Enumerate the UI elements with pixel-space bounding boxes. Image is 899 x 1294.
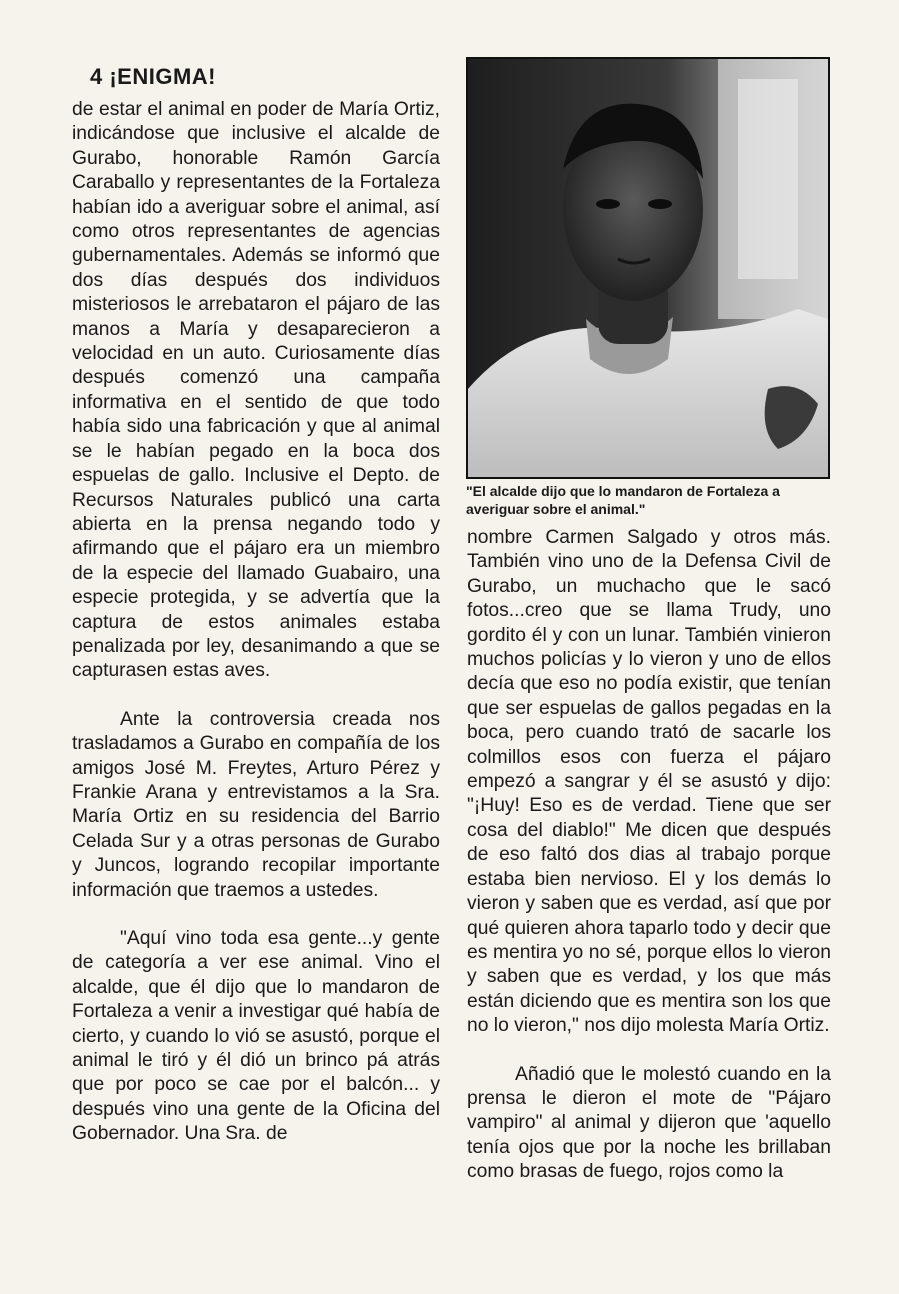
left-column: [72, 98, 440, 1147]
left-paragraph-1: de estar el animal en poder de María Ortiz, indicándose que inclusive el alcalde de Gurabo, honorable Ramón García Caraballo y representantes de la Fortaleza habían ido a averiguar sobre el animal, así como otros representantes de agencias gubernamentales. Además se informó que dos días después dos individuos misteriosos le arrebataron el pájaro de las manos a María y desaparecieron a velocidad en un auto. Curiosamente días después comenzó una campaña informativa en el sentido de que todo había sido una fabricación y que al animal se le habían pegado en la boca dos espuelas de gallo. Inclusive el Depto. de Recursos Naturales publicó una carta abierta en la prensa negando todo y afirmando que el pájaro era un miembro de la especie del llamado Guabairo, una especie protegida, y se advertía que la captura de estos animales estaba penalizada por ley, desanimando a que se capturasen estas aves.: [72, 99, 440, 682]
right-paragraph-1: nombre Carmen Salgado y otros más. También vino uno de la Defensa Civil de Gurabo, un muchacho que le sacó fotos...creo que se llama Trudy, uno gordito él y con un lunar. También vinieron muchos policías y lo vieron y uno de ellos decía que eso no podía existir, que tenían que ser espuelas de gallos pegadas en la boca, pero cuando trató de sacarle los colmillos esos con fuerza el pájaro empezó a sangrar y él se asustó y dijo: "¡Huy! Eso es de verdad. Tiene que ser cosa del diablo!" Me dicen que después de eso faltó dos dias al trabajo porque estaba bien nervioso. El y los demás lo vieron y saben que es verdad, así que por qué quieren ahora taparlo todo y decir que es mentira yo no sé, porque ellos lo vieron y saben que es verdad, y los que más están diciendo que es mentira son los que no lo vieron," nos dijo molesta María Ortiz.: [467, 527, 831, 1037]
portrait-illustration: [468, 59, 828, 477]
right-column: [467, 526, 831, 1185]
portrait-photo: [466, 57, 830, 479]
left-paragraph-2: Ante la controversia creada nos trasladamos a Gurabo en compañía de los amigos José M. Freytes, Arturo Pérez y Frankie Arana y entrevistamos a la Sra. María Ortiz en su residencia del Barrio Celada Sur y a otras personas de Gurabo y Juncos, logrando recopilar importante información que traemos a ustedes.: [72, 708, 440, 901]
right-paragraph-2: Añadió que le molestó cuando en la prensa le dieron el mote de "Pájaro vampiro" al animal y dijeron que 'aquello tenía ojos que por la noche les brillaban como brasas de fuego, rojos como la: [467, 1063, 831, 1183]
left-paragraph-3: "Aquí vino toda esa gente...y gente de categoría a ver ese animal. Vino el alcalde, que él dijo que lo mandaron de Fortaleza a venir a investigar qué había de cierto, y cuando lo vió se asustó, porque el animal le tiró y él dió un brinco pá atrás que por poco se cae por el balcón... y después vino una gente de la Oficina del Gobernador. Una Sra. de: [72, 928, 440, 1145]
photo-caption: "El alcalde dijo que lo mandaron de Fortaleza a averiguar sobre el animal.": [466, 483, 780, 517]
page-heading: 4 ¡ENIGMA!: [90, 64, 216, 89]
